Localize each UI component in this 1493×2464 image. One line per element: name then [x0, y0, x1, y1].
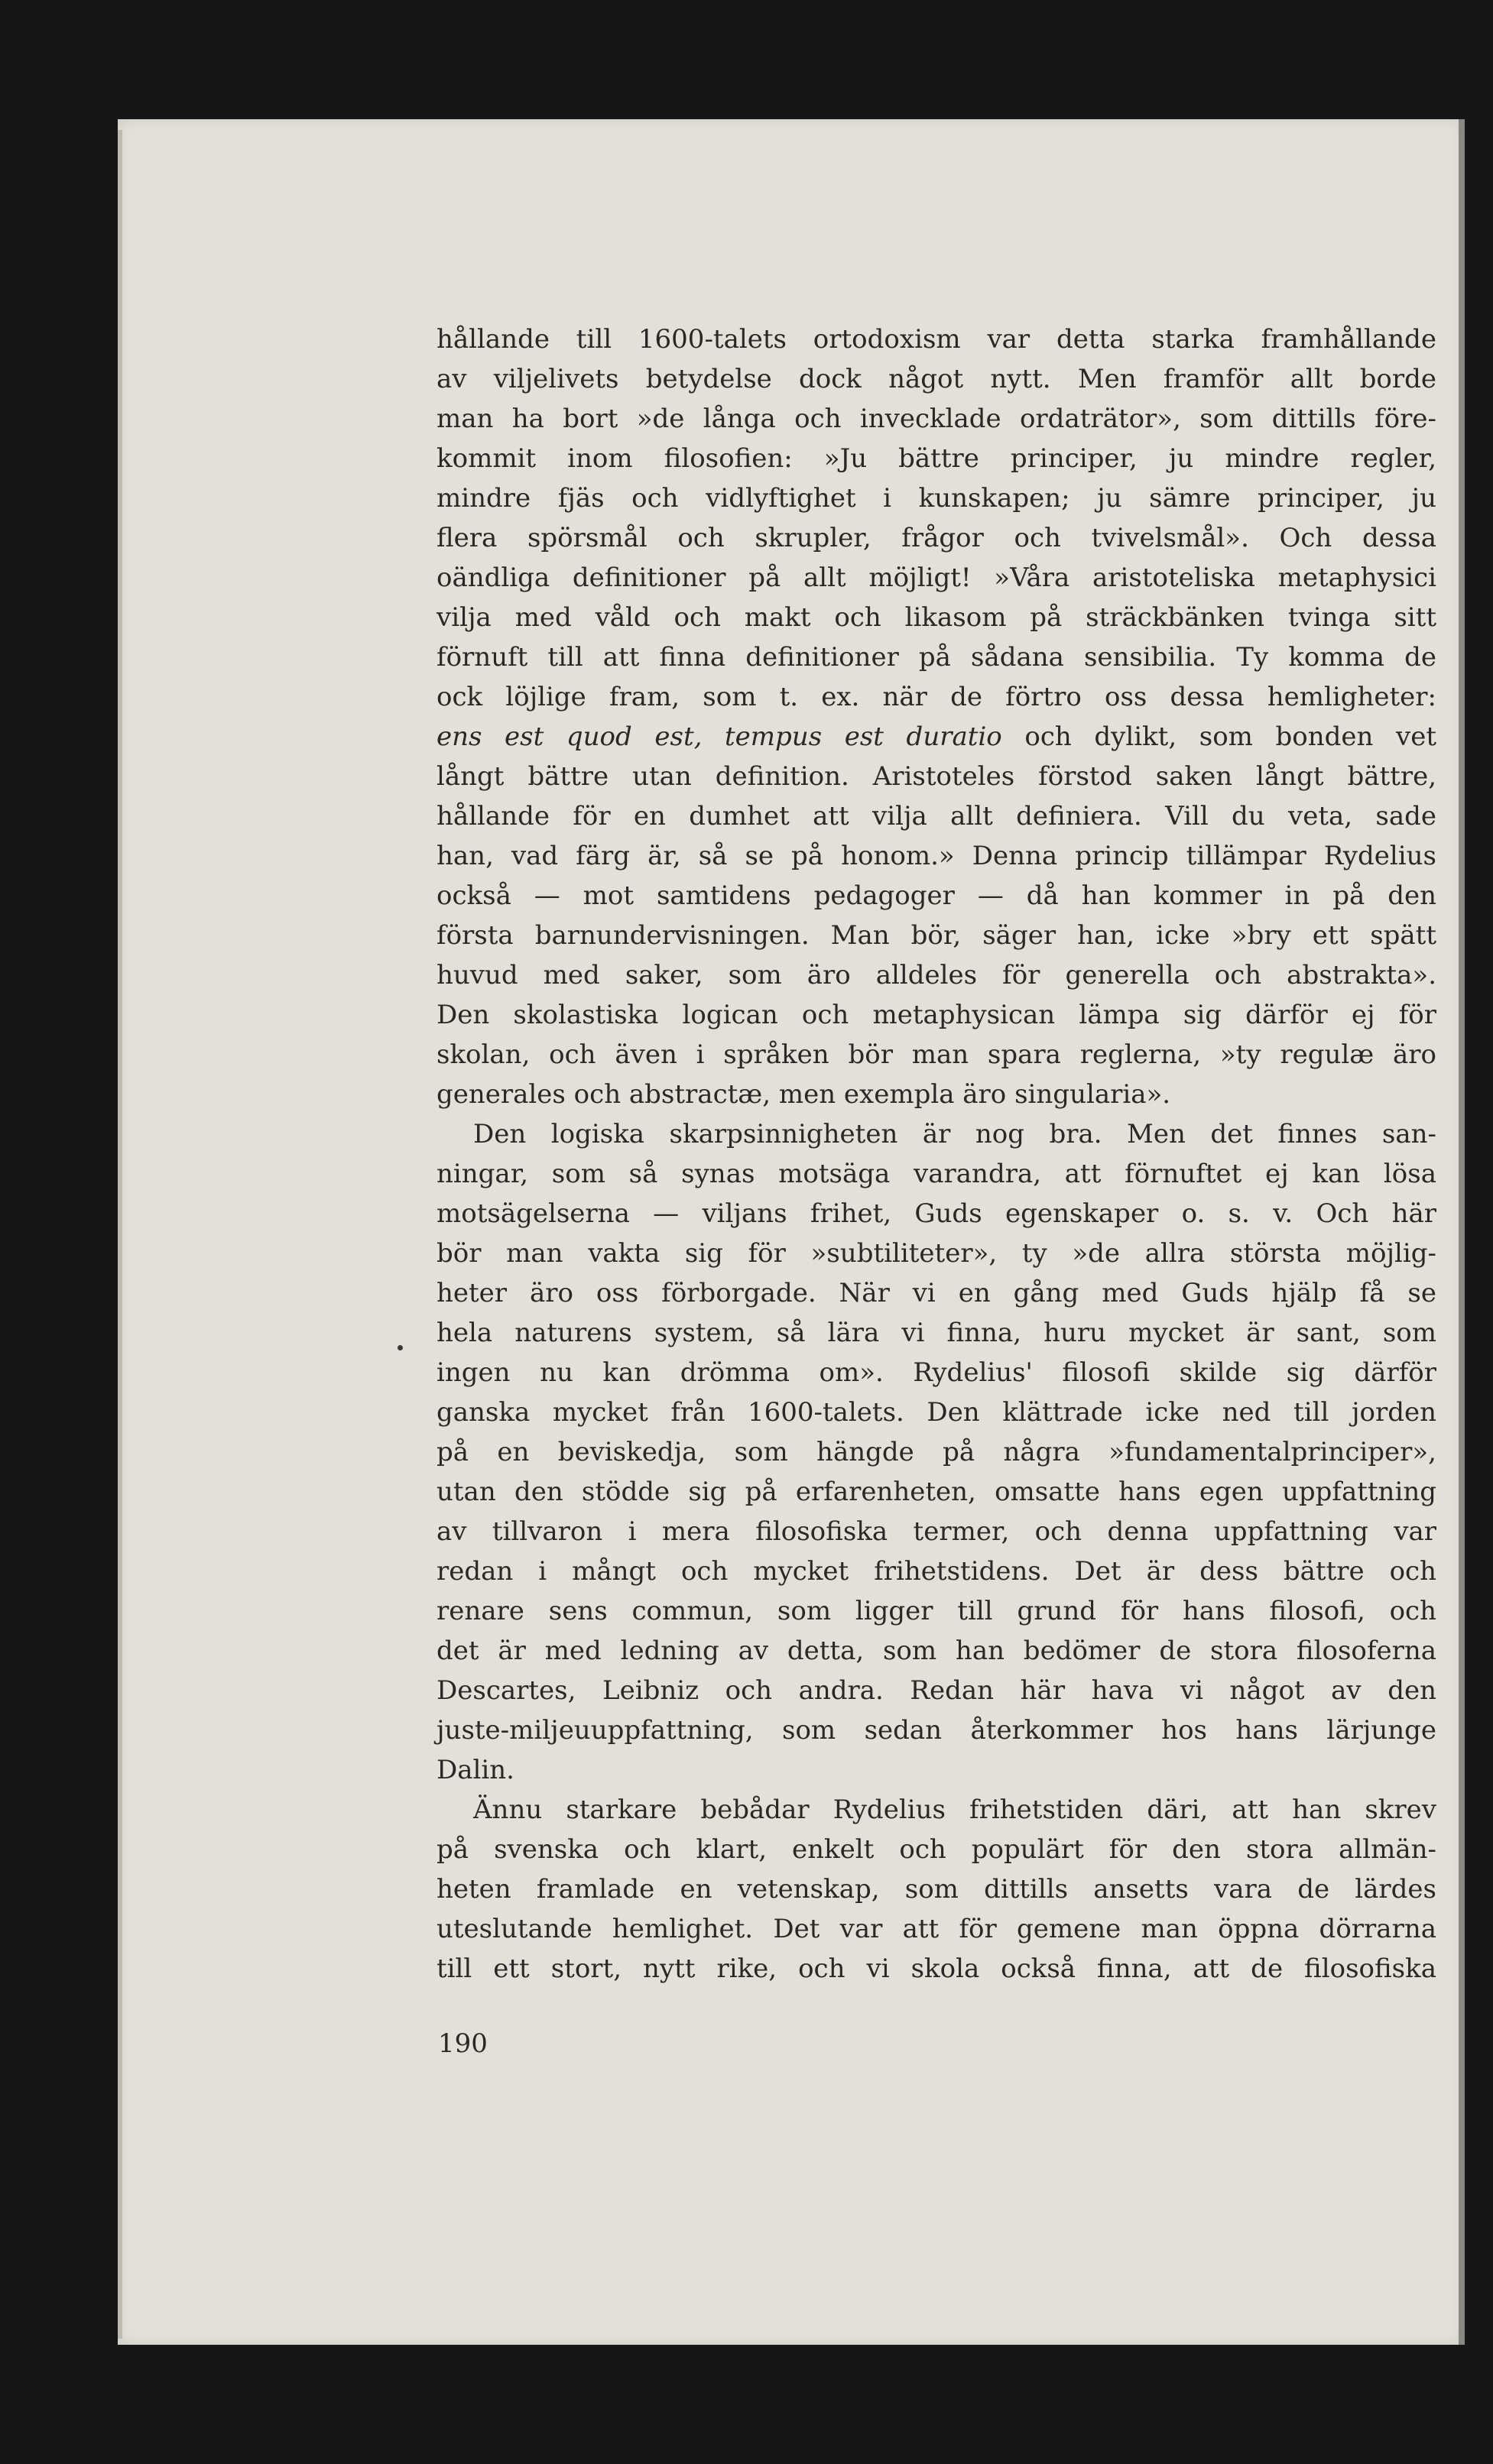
text-line: [437, 319, 1436, 359]
page-number: 190: [438, 2028, 488, 2059]
text-line: [437, 1353, 1436, 1392]
text-line: [437, 1035, 1436, 1075]
page-left-edge: [118, 130, 122, 2339]
text-line: [437, 1909, 1436, 1949]
line-text: Descartes, Leibniz och andra. Redan här hava vi något av den: [437, 1675, 1436, 1706]
line-text: man ha bort »de långa och invecklade ordaträtor», som dittills före-: [437, 404, 1436, 434]
text-line: [437, 1671, 1436, 1710]
line-text: redan i mångt och mycket frihetstidens. Det är dess bättre och: [437, 1556, 1436, 1587]
text-line: [437, 1313, 1436, 1353]
text-line: [437, 677, 1436, 717]
text-line: [437, 1234, 1436, 1273]
line-text: hela naturens system, så lära vi finna, huru mycket är sant, som: [437, 1318, 1436, 1348]
line-text: han, vad färg är, så se på honom.» Denna princip tillämpar Rydelius: [437, 841, 1436, 871]
text-line: [437, 1432, 1436, 1472]
line-text: flera spörsmål och skrupler, frågor och tvivelsmål». Och dessa: [437, 523, 1436, 553]
line-text: juste-miljeuuppfattning, som sedan återkommer hos hans lärjunge: [437, 1715, 1436, 1746]
text-line: [437, 518, 1436, 558]
line-text: hållande för en dumhet att vilja allt definiera. Vill du veta, sade: [437, 801, 1436, 832]
text-line: [437, 1512, 1436, 1551]
line-text: ock löjlige fram, som t. ex. när de förtro oss dessa hemligheter:: [437, 682, 1436, 712]
text-line: [437, 1154, 1436, 1194]
text-line: [437, 876, 1436, 916]
line-text: Ännu starkare bebådar Rydelius frihetstiden däri, att han skrev: [473, 1795, 1436, 1825]
line-text: ningar, som så synas motsäga varandra, att förnuftet ej kan lösa: [437, 1159, 1436, 1189]
line-text: långt bättre utan definition. Aristoteles förstod saken långt bättre,: [437, 761, 1436, 792]
line-text: kommit inom filosofien: »Ju bättre principer, ju mindre regler,: [437, 443, 1436, 474]
line-text: också — mot samtidens pedagoger — då han kommer in på den: [437, 880, 1436, 911]
text-line: [437, 1472, 1436, 1512]
line-text: ganska mycket från 1600-talets. Den klättrade icke ned till jorden: [437, 1397, 1436, 1428]
margin-dot: [398, 1345, 403, 1350]
line-text: uteslutande hemlighet. Det var att för gemene man öppna dörrarna: [437, 1914, 1436, 1944]
text-line: [437, 836, 1436, 876]
line-text: av viljelivets betydelse dock något nytt. Men framför allt borde: [437, 364, 1436, 394]
line-text: det är med ledning av detta, som han bedömer de stora filosoferna: [437, 1636, 1436, 1666]
text-line: [437, 637, 1436, 677]
text-line: [437, 1194, 1436, 1234]
line-text: generales och abstractæ, men exempla äro singularia».: [437, 1079, 1171, 1110]
text-line: [437, 399, 1436, 439]
line-text: hållande till 1600-talets ortodoxism var detta starka framhållande: [437, 324, 1436, 355]
text-line: [437, 1273, 1436, 1313]
text-line: [437, 1830, 1436, 1869]
line-text: utan den stödde sig på erfarenheten, omsatte hans egen uppfattning: [437, 1477, 1436, 1507]
text-line: [437, 1114, 1436, 1154]
line-text: på en beviskedja, som hängde på några »fundamentalprinciper»,: [437, 1437, 1436, 1467]
line-text: till ett stort, nytt rike, och vi skola också finna, att de filosofiska: [437, 1953, 1436, 1984]
text-line: [437, 1790, 1436, 1830]
text-line: [437, 1710, 1436, 1750]
text-line: [437, 916, 1436, 955]
text-line: [437, 598, 1436, 637]
line-text: oändliga definitioner på allt möjligt! »Våra aristoteliska metaphysici: [437, 563, 1436, 593]
text-line: [437, 757, 1436, 796]
line-text: bör man vakta sig för »subtiliteter», ty »de allra största möjlig-: [437, 1238, 1436, 1269]
text-line: [437, 796, 1436, 836]
text-line: [437, 1392, 1436, 1432]
line-text: ingen nu kan drömma om». Rydelius' filosofi skilde sig därför: [437, 1357, 1436, 1388]
line-text: Dalin.: [437, 1755, 514, 1785]
text-line: [437, 359, 1436, 399]
text-line: [437, 1949, 1436, 1989]
line-text: heten framlade en vetenskap, som dittills ansetts vara de lärdes: [437, 1874, 1436, 1905]
text-line: [437, 1075, 1436, 1114]
text-line: [437, 1591, 1436, 1631]
body-text: [437, 319, 1436, 1989]
text-line: [437, 478, 1436, 518]
text-line: [437, 1631, 1436, 1671]
text-line: [437, 1551, 1436, 1591]
line-text: heter äro oss förborgade. När vi en gång med Guds hjälp få se: [437, 1278, 1436, 1308]
text-line: [437, 1869, 1436, 1909]
text-line: [437, 955, 1436, 995]
line-text: skolan, och även i språken bör man spara reglerna, »ty regulæ äro: [437, 1039, 1436, 1070]
line-text: förnuft till att finna definitioner på sådana sensibilia. Ty komma de: [437, 642, 1436, 673]
text-line: [437, 1750, 1436, 1790]
text-line: [437, 439, 1436, 478]
line-text: renare sens commun, som ligger till grund för hans filosofi, och: [437, 1596, 1436, 1626]
line-text: på svenska och klart, enkelt och populärt för den stora allmän-: [437, 1834, 1436, 1865]
line-text: mindre fjäs och vidlyftighet i kunskapen; ju sämre principer, ju: [437, 483, 1436, 514]
italic-phrase: ens est quod est, tempus est duratio: [437, 721, 1002, 752]
line-text: av tillvaron i mera filosofiska termer, och denna uppfattning var: [437, 1516, 1436, 1547]
line-text: Den skolastiska logican och metaphysican lämpa sig därför ej för: [437, 1000, 1436, 1030]
text-line: [437, 995, 1436, 1035]
text-line: [437, 558, 1436, 598]
line-text: första barnundervisningen. Man bör, säger han, icke »bry ett spätt: [437, 920, 1436, 951]
page-right-edge: [1459, 119, 1465, 2345]
text-line: [437, 717, 1436, 757]
line-text: och dylikt, som bonden vet: [1001, 721, 1436, 752]
line-text: vilja med våld och makt och likasom på sträckbänken tvinga sitt: [437, 602, 1436, 633]
line-text: Den logiska skarpsinnigheten är nog bra. Men det finnes san-: [473, 1119, 1436, 1149]
line-text: huvud med saker, som äro alldeles för generella och abstrakta».: [437, 960, 1436, 990]
line-text: motsägelserna — viljans frihet, Guds egenskaper o. s. v. Och här: [437, 1198, 1436, 1229]
